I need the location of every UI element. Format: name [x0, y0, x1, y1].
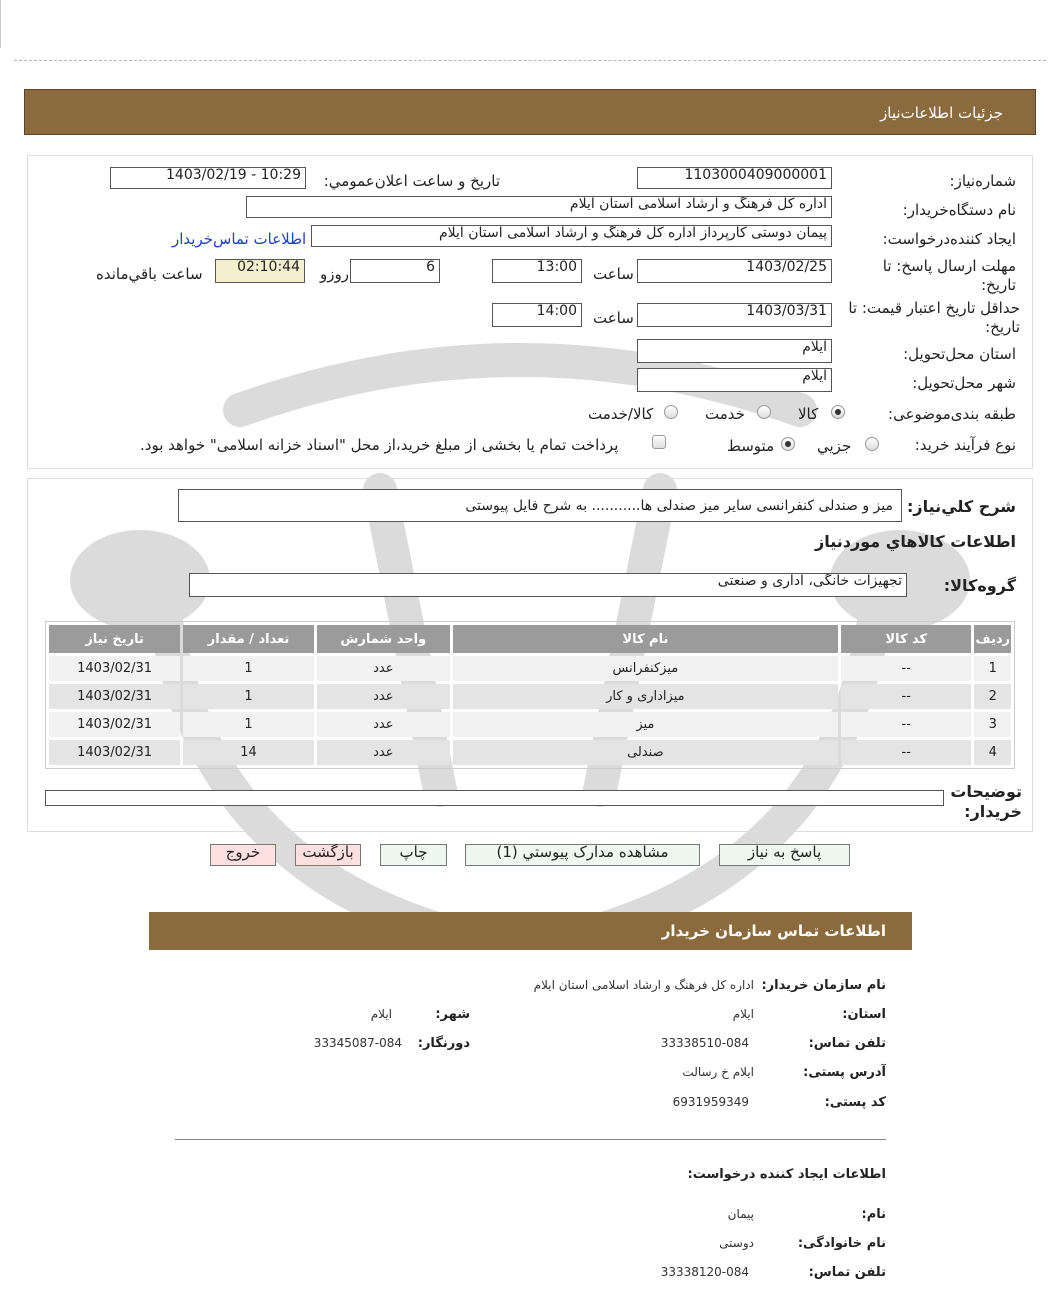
process-radio-minor[interactable]: [865, 437, 879, 451]
validity-date-field: 1403/03/31: [637, 303, 832, 327]
back-button[interactable]: بازگشت: [295, 844, 361, 866]
col-unit: واحد شمارش: [317, 625, 450, 653]
contact-org-value: اداره کل فرهنگ و ارشاد اسلامی استان ایلام: [533, 978, 754, 992]
days-field: 6: [350, 259, 440, 283]
col-qty: تعداد / مقدار: [183, 625, 314, 653]
cell-name: صندلی: [453, 740, 838, 765]
cell-code: --: [841, 740, 971, 765]
creator-phone-label: تلفن تماس:: [808, 1265, 886, 1280]
validity-time-label: ساعت: [593, 309, 634, 327]
contact-city-label: شهر:: [435, 1007, 470, 1022]
category-radio-service[interactable]: [757, 405, 771, 419]
category-option-both: کالا/خدمت: [588, 405, 654, 423]
contact-postal-value: 6931959349: [672, 1095, 749, 1109]
creator-family-label: نام خانوادگی:: [797, 1236, 886, 1251]
category-option-service: خدمت: [705, 405, 745, 423]
print-button[interactable]: چاپ: [380, 844, 447, 866]
deadline-date-field: 1403/02/25: [637, 259, 832, 283]
cell-code: --: [841, 684, 971, 709]
table-row: [49, 684, 1011, 709]
cell-date: 1403/02/31: [49, 740, 180, 765]
cell-code: --: [841, 656, 971, 681]
buyer-org-field: اداره کل فرهنگ و ارشاد اسلامی استان ایلام: [246, 196, 832, 218]
process-option-medium: متوسط: [727, 437, 775, 455]
contact-phone-value: 33338510-084: [660, 1036, 749, 1050]
deadline-label: مهلت ارسال پاسخ: تا تاريخ:: [882, 257, 1016, 294]
contact-fax-value: 33345087-084: [313, 1036, 402, 1050]
category-radio-goods[interactable]: [831, 405, 845, 419]
creator-name-value: پیمان: [727, 1207, 754, 1221]
summary-field: میز و صندلی کنفرانسی سایر میز صندلی ها........... به شرح فایل پیوستی: [178, 489, 902, 522]
contact-fax-label: دورنگار:: [417, 1036, 470, 1051]
cell-date: 1403/02/31: [49, 656, 180, 681]
process-option-minor: جزيي: [817, 437, 852, 455]
cell-qty: 1: [183, 684, 314, 709]
creator-family-value: دوستی: [719, 1236, 754, 1250]
contact-postal-label: کد پستی:: [824, 1095, 886, 1110]
buyer-contact-link-text[interactable]: اطلاعات تماس‌خريدار: [172, 230, 307, 248]
city-label: شهر محل‌تحويل:: [912, 374, 1016, 392]
validity-label: حداقل تاريخ اعتبار قيمت: تا تاريخ:: [848, 299, 1020, 336]
buyer-contact-link[interactable]: [172, 230, 306, 248]
goods-info-title: اطلاعات کالاهاي موردنياز: [815, 532, 1016, 551]
cell-index: 1: [974, 656, 1011, 681]
category-label: طبقه بندی‌موضوعی:: [888, 405, 1016, 423]
province-field: ایلام: [637, 339, 832, 363]
table-row: [49, 740, 1011, 765]
creator-info-title: اطلاعات ایجاد کننده درخواست:: [687, 1167, 886, 1182]
table-row: [49, 712, 1011, 737]
summary-label: شرح کلي‌نياز:: [907, 497, 1016, 516]
cell-index: 2: [974, 684, 1011, 709]
deadline-time-field: 13:00: [492, 259, 582, 283]
treasury-payment-note: پرداخت تمام يا بخشی از مبلغ خريد،از محل "اسناد خزانه اسلامی" خواهد بود.: [140, 436, 619, 454]
creator-label: ايجاد کننده‌درخواست:: [882, 230, 1016, 248]
announce-date-label: تاريخ و ساعت اعلان‌عمومي:: [323, 172, 500, 190]
cell-date: 1403/02/31: [49, 712, 180, 737]
col-index: رديف: [974, 625, 1011, 653]
col-name: نام کالا: [453, 625, 838, 653]
col-date: تاريخ نياز: [49, 625, 180, 653]
announce-date-field: 1403/02/19 - 10:29: [110, 167, 306, 189]
cell-qty: 14: [183, 740, 314, 765]
details-header: [24, 89, 1036, 135]
city-field: ایلام: [637, 368, 832, 392]
table-row: [49, 656, 1011, 681]
process-label: نوع فرآيند خريد:: [914, 436, 1016, 454]
deadline-time-label: ساعت: [593, 265, 634, 283]
contact-province-value: ایلام: [732, 1007, 754, 1021]
col-code: کد کالا: [841, 625, 971, 653]
goods-table-header: [49, 625, 1011, 653]
cell-name: میزکنفرانس: [453, 656, 838, 681]
cell-index: 3: [974, 712, 1011, 737]
buyer-org-label: نام دستگاه‌خريدار:: [902, 201, 1016, 219]
buyer-notes-field: [45, 790, 944, 806]
cell-code: --: [841, 712, 971, 737]
cell-index: 4: [974, 740, 1011, 765]
process-radio-medium[interactable]: [781, 437, 795, 451]
province-label: استان محل‌تحويل:: [903, 345, 1016, 363]
view-attachments-button[interactable]: مشاهده مدارک پيوستي (1): [465, 844, 700, 866]
reply-button[interactable]: پاسخ به نياز: [719, 844, 850, 866]
remaining-time-field: 02:10:44: [215, 259, 305, 283]
contact-address-label: آدرس پستی:: [803, 1065, 886, 1080]
creator-phone-value: 33338120-084: [660, 1265, 749, 1279]
remaining-time-label: ساعت باقي‌مانده: [96, 265, 203, 283]
exit-button[interactable]: خروج: [210, 844, 276, 866]
contact-header: [149, 912, 912, 950]
goods-group-field: تجهیزات خانگی، اداری و صنعتی: [189, 573, 907, 597]
cell-name: میزاداری و کار: [453, 684, 838, 709]
contact-org-label: نام سازمان خریدار:: [761, 978, 886, 993]
buyer-notes-label: توضيحات خريدار:: [950, 782, 1022, 821]
creator-name-label: نام:: [861, 1207, 886, 1222]
cell-unit: عدد: [317, 740, 450, 765]
cell-unit: عدد: [317, 656, 450, 681]
need-number-field: 1103000409000001: [637, 167, 832, 189]
category-radio-both[interactable]: [664, 405, 678, 419]
goods-group-label: گروه‌کالا:: [943, 576, 1016, 595]
cell-qty: 1: [183, 712, 314, 737]
days-label: روزو: [320, 265, 349, 283]
creator-field: پیمان دوستی کارپرداز اداره کل فرهنگ و ارشاد اسلامی استان ایلام: [311, 225, 832, 247]
contact-phone-label: تلفن تماس:: [808, 1036, 886, 1051]
validity-time-field: 14:00: [492, 303, 582, 327]
details-header-title: جزئیات اطلاعات‌نیاز: [880, 104, 1003, 122]
contact-header-title: اطلاعات تماس سازمان خریدار: [661, 922, 886, 940]
cell-name: میز: [453, 712, 838, 737]
goods-table: [45, 621, 1015, 769]
top-divider: [14, 60, 1046, 61]
cell-qty: 1: [183, 656, 314, 681]
category-option-goods: کالا: [798, 405, 819, 423]
cell-date: 1403/02/31: [49, 684, 180, 709]
need-number-label: شماره‌نیاز:: [949, 172, 1016, 190]
contact-city-value: ایلام: [370, 1007, 392, 1021]
contact-address-value: ایلام خ رسالت: [682, 1065, 754, 1079]
contact-province-label: استان:: [842, 1007, 886, 1022]
cell-unit: عدد: [317, 684, 450, 709]
page-edge: [0, 0, 1, 48]
contact-divider: [175, 1139, 886, 1140]
treasury-payment-checkbox[interactable]: [652, 435, 666, 449]
cell-unit: عدد: [317, 712, 450, 737]
